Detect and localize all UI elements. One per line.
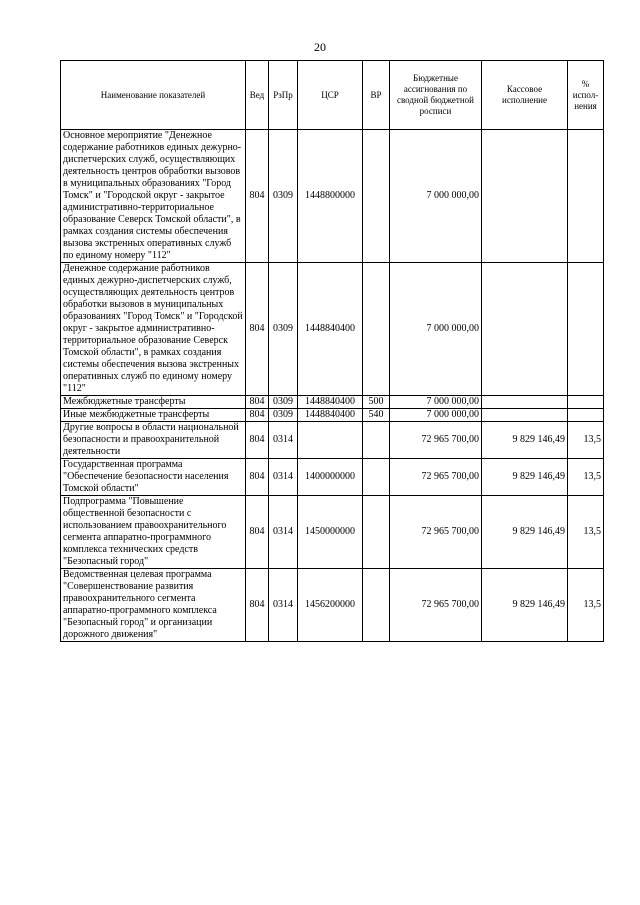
table-row [61, 496, 604, 569]
row-name: Другие вопросы в области национальной безопасности и правоохранительной деятельности [61, 422, 246, 459]
header-ved: Вед [246, 61, 269, 130]
row-csr: 1456200000 [298, 569, 363, 642]
row-budget: 7 000 000,00 [390, 130, 482, 263]
row-name: Иные межбюджетные трансферты [61, 409, 246, 422]
row-rzpr: 0314 [269, 459, 298, 496]
table-row [61, 569, 604, 642]
row-pct: 13,5 [568, 569, 604, 642]
budget-execution-table [60, 60, 604, 642]
row-pct [568, 409, 604, 422]
header-rzpr: РзПр [269, 61, 298, 130]
row-csr: 1448840400 [298, 409, 363, 422]
row-vr [363, 459, 390, 496]
header-vr: ВР [363, 61, 390, 130]
row-cash [482, 396, 568, 409]
header-name: Наименование показателей [61, 61, 246, 130]
row-ved: 804 [246, 409, 269, 422]
row-budget: 7 000 000,00 [390, 409, 482, 422]
row-vr: 500 [363, 396, 390, 409]
row-ved: 804 [246, 396, 269, 409]
row-vr [363, 569, 390, 642]
row-name: Межбюджетные трансферты [61, 396, 246, 409]
table-row [61, 409, 604, 422]
row-rzpr: 0309 [269, 409, 298, 422]
row-cash [482, 263, 568, 396]
row-budget: 72 965 700,00 [390, 459, 482, 496]
row-pct: 13,5 [568, 496, 604, 569]
table-header-row [61, 61, 604, 130]
row-pct [568, 130, 604, 263]
row-rzpr: 0309 [269, 263, 298, 396]
row-budget: 72 965 700,00 [390, 496, 482, 569]
row-ved: 804 [246, 263, 269, 396]
row-pct [568, 263, 604, 396]
row-cash [482, 130, 568, 263]
row-name: Подпрограмма "Повышение общественной безопасности с использованием правоохранительного сегмента аппаратно-программного комплекса технических средств "Безопасный город" [61, 496, 246, 569]
row-name: Государственная программа "Обеспечение безопасности населения Томской области" [61, 459, 246, 496]
row-pct [568, 396, 604, 409]
row-ved: 804 [246, 459, 269, 496]
row-budget: 72 965 700,00 [390, 422, 482, 459]
row-cash: 9 829 146,49 [482, 496, 568, 569]
row-pct: 13,5 [568, 459, 604, 496]
row-ved: 804 [246, 130, 269, 263]
row-ved: 804 [246, 569, 269, 642]
row-vr [363, 263, 390, 396]
row-csr: 1448840400 [298, 263, 363, 396]
row-rzpr: 0314 [269, 569, 298, 642]
row-name: Основное мероприятие "Денежное содержание работников единых дежурно-диспетчерских служб, осуществляющих деятельность центров обработки вызовов в муниципальных образованиях "Город Томск" и "Городской округ - закрытое административно-территориальное образование Северск Томской области", в рамках создания системы обеспечения вызова экстренных оперативных служб по единому номеру "112" [61, 130, 246, 263]
row-vr [363, 496, 390, 569]
row-cash: 9 829 146,49 [482, 422, 568, 459]
row-budget: 7 000 000,00 [390, 396, 482, 409]
row-rzpr: 0314 [269, 496, 298, 569]
table-row [61, 422, 604, 459]
row-ved: 804 [246, 422, 269, 459]
header-cash: Кассовое исполнение [482, 61, 568, 130]
row-pct: 13,5 [568, 422, 604, 459]
row-csr: 1448800000 [298, 130, 363, 263]
table-row [61, 459, 604, 496]
table-row [61, 263, 604, 396]
page-number: 20 [314, 40, 326, 54]
row-vr: 540 [363, 409, 390, 422]
row-csr [298, 422, 363, 459]
table-row [61, 396, 604, 409]
header-budget: Бюджетные ассигнования по сводной бюджетной росписи [390, 61, 482, 130]
header-csr: ЦСР [298, 61, 363, 130]
header-pct: % испол-нения [568, 61, 604, 130]
row-budget: 72 965 700,00 [390, 569, 482, 642]
row-vr [363, 422, 390, 459]
row-cash: 9 829 146,49 [482, 569, 568, 642]
row-cash: 9 829 146,49 [482, 459, 568, 496]
row-csr: 1450000000 [298, 496, 363, 569]
table-row [61, 130, 604, 263]
row-csr: 1400000000 [298, 459, 363, 496]
row-rzpr: 0314 [269, 422, 298, 459]
row-rzpr: 0309 [269, 396, 298, 409]
row-name: Ведомственная целевая программа "Совершенствование развития правоохранительного сегмента аппаратно-программного комплекса "Безопасный город" и организации дорожного движения" [61, 569, 246, 642]
row-budget: 7 000 000,00 [390, 263, 482, 396]
row-csr: 1448840400 [298, 396, 363, 409]
row-ved: 804 [246, 496, 269, 569]
row-name: Денежное содержание работников единых дежурно-диспетчерских служб, осуществляющих деятельность центров обработки вызовов в муниципальных образованиях "Город Томск" и "Городской округ - закрытое административно-территориальное образование Северск Томской области", в рамках создания системы обеспечения вызова экстренных оперативных служб по единому номеру "112" [61, 263, 246, 396]
row-rzpr: 0309 [269, 130, 298, 263]
row-vr [363, 130, 390, 263]
row-cash [482, 409, 568, 422]
